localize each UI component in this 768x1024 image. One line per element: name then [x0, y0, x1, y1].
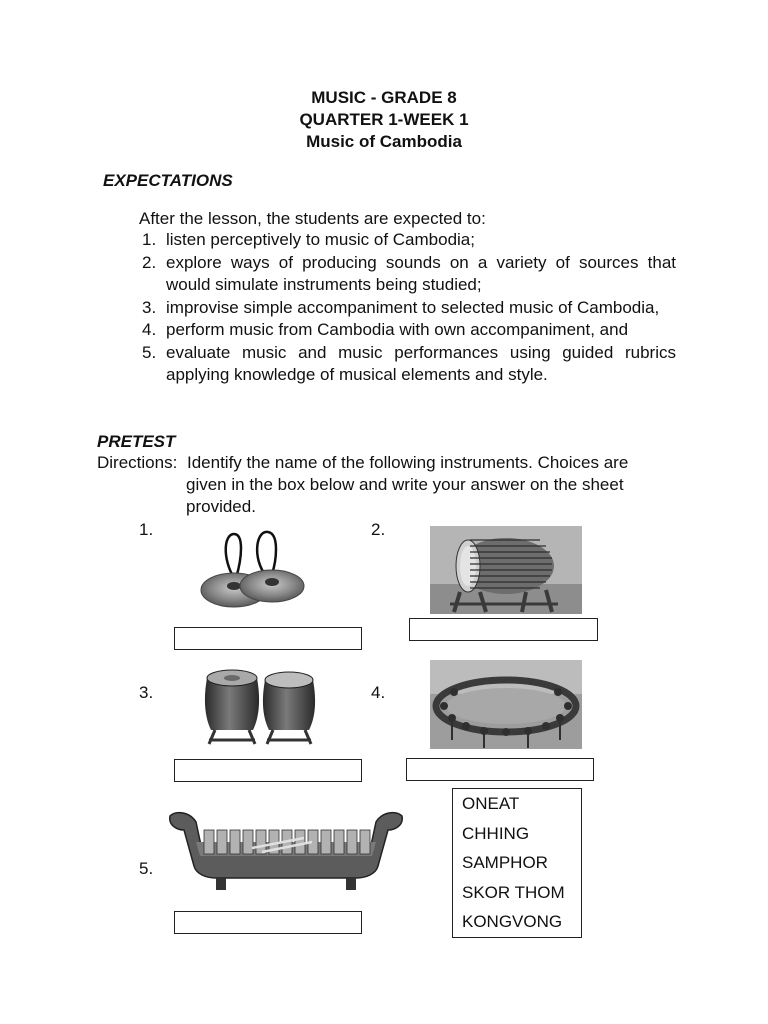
- answer-box-2[interactable]: [409, 618, 598, 641]
- list-item-text: perform music from Cambodia with own accompaniment, and: [166, 320, 629, 339]
- pair-of-drums-photo: [201, 660, 319, 746]
- list-item: [138, 252, 676, 297]
- list-item-number: 5.: [142, 342, 157, 362]
- choice-item: KONGVONG: [462, 912, 563, 931]
- list-item: [138, 342, 676, 387]
- barrel-drum-photo: [430, 526, 582, 614]
- question-4-number: 4.: [371, 683, 386, 702]
- barrel-drum-icon: [430, 526, 582, 614]
- directions-label: Directions:: [97, 453, 178, 472]
- question-1-number: 1.: [139, 520, 154, 539]
- list-item: [138, 319, 676, 342]
- gong-circle-icon: [430, 660, 582, 749]
- list-item-text: evaluate music and music performances using guided rubrics applying knowledge of musical elements and style.: [166, 342, 676, 384]
- expectations-heading: EXPECTATIONS: [103, 171, 233, 190]
- choice-item: SKOR THOM: [462, 882, 565, 902]
- choice-item: CHHING: [462, 823, 530, 843]
- expectations-list: [138, 229, 676, 387]
- xylophone-icon: [166, 808, 406, 890]
- answer-box-1[interactable]: [174, 627, 362, 650]
- directions-line-2: given in the box below and write your answer on the sheet: [186, 475, 624, 494]
- expectations-intro: After the lesson, the students are expected to:: [139, 209, 486, 228]
- list-item-text: listen perceptively to music of Cambodia;: [166, 230, 475, 249]
- answer-box-3[interactable]: [174, 759, 362, 782]
- circular-gong-set-photo: [430, 660, 582, 749]
- question-5-number: 5.: [139, 859, 154, 878]
- list-item-number: 2.: [142, 252, 157, 272]
- question-2-number: 2.: [371, 520, 386, 539]
- answer-box-4[interactable]: [406, 758, 594, 781]
- title-quarter: QUARTER 1-WEEK 1: [299, 110, 469, 129]
- xylophone-photo: [166, 808, 406, 890]
- directions-line-1: Identify the name of the following instruments. Choices are: [187, 453, 629, 472]
- pretest-heading: PRETEST: [97, 432, 176, 451]
- directions-line-3: provided.: [186, 497, 256, 516]
- cymbals-icon: [196, 528, 306, 610]
- list-item-text: improvise simple accompaniment to selected music of Cambodia,: [166, 297, 660, 317]
- list-item: [138, 297, 676, 320]
- choice-item: ONEAT: [462, 794, 520, 813]
- list-item-text: explore ways of producing sounds on a variety of sources that would simulate instruments being studied;: [166, 252, 676, 294]
- choice-item: SAMPHOR: [462, 853, 548, 872]
- list-item-number: 4.: [142, 320, 157, 339]
- cymbals-photo: [196, 528, 306, 610]
- question-3-number: 3.: [139, 683, 154, 702]
- list-item: [138, 229, 676, 252]
- answer-box-5[interactable]: [174, 911, 362, 934]
- list-item-number: 3.: [142, 297, 157, 317]
- drums-icon: [201, 660, 319, 746]
- title-topic: Music of Cambodia: [306, 132, 462, 151]
- list-item-number: 1.: [142, 230, 157, 249]
- title-subject: MUSIC - GRADE 8: [311, 88, 457, 107]
- choices-box: [452, 788, 582, 938]
